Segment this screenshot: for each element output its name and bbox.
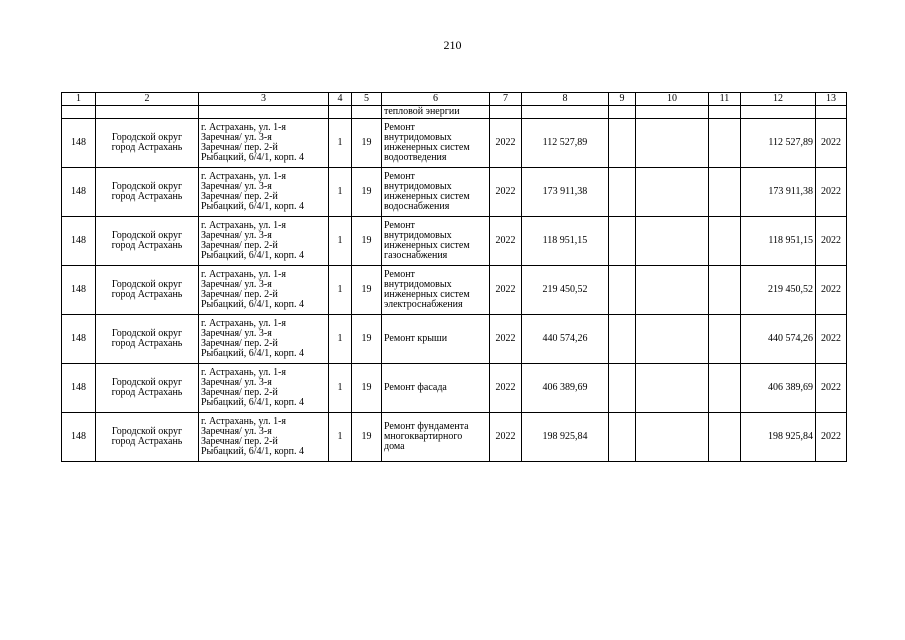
table-row bbox=[62, 315, 847, 364]
municipality-cell: Городской округ город Астрахань bbox=[96, 168, 199, 217]
address-cell: г. Астрахань, ул. 1-я Заречная/ ул. 3-я Заречная/ пер. 2-й Рыбацкий, 6/4/1, корп. 4 bbox=[199, 364, 329, 413]
col12-cell: 219 450,52 bbox=[741, 266, 816, 315]
page-number: 210 bbox=[443, 38, 462, 52]
col11-cell bbox=[709, 413, 741, 462]
col5-cell: 19 bbox=[352, 119, 382, 168]
cost-cell: 406 389,69 bbox=[522, 364, 609, 413]
address-cell: г. Астрахань, ул. 1-я Заречная/ ул. 3-я Заречная/ пер. 2-й Рыбацкий, 6/4/1, корп. 4 bbox=[199, 413, 329, 462]
cell bbox=[709, 106, 741, 119]
cell bbox=[636, 106, 709, 119]
col5-cell: 19 bbox=[352, 364, 382, 413]
col4-cell: 1 bbox=[329, 413, 352, 462]
cell bbox=[62, 106, 96, 119]
col9-cell bbox=[609, 315, 636, 364]
col4-cell: 1 bbox=[329, 315, 352, 364]
continuation-row bbox=[62, 106, 847, 119]
col9-cell bbox=[609, 168, 636, 217]
col5-cell: 19 bbox=[352, 315, 382, 364]
col11-cell bbox=[709, 364, 741, 413]
col11-cell bbox=[709, 266, 741, 315]
row-number-cell: 148 bbox=[62, 364, 96, 413]
year-cell: 2022 bbox=[490, 364, 522, 413]
col4-cell: 1 bbox=[329, 266, 352, 315]
col13-cell: 2022 bbox=[816, 315, 847, 364]
col11-cell bbox=[709, 217, 741, 266]
col10-cell bbox=[636, 168, 709, 217]
cost-cell: 440 574,26 bbox=[522, 315, 609, 364]
address-cell: г. Астрахань, ул. 1-я Заречная/ ул. 3-я Заречная/ пер. 2-й Рыбацкий, 6/4/1, корп. 4 bbox=[199, 217, 329, 266]
work-type-cell: Ремонт крыши bbox=[382, 315, 490, 364]
cell bbox=[522, 106, 609, 119]
cell bbox=[96, 106, 199, 119]
year-cell: 2022 bbox=[490, 119, 522, 168]
row-number-cell: 148 bbox=[62, 315, 96, 364]
header-cell: 1 bbox=[62, 93, 96, 106]
address-cell: г. Астрахань, ул. 1-я Заречная/ ул. 3-я Заречная/ пер. 2-й Рыбацкий, 6/4/1, корп. 4 bbox=[199, 168, 329, 217]
header-cell: 8 bbox=[522, 93, 609, 106]
col11-cell bbox=[709, 168, 741, 217]
col5-cell: 19 bbox=[352, 168, 382, 217]
table-row bbox=[62, 168, 847, 217]
col12-cell: 198 925,84 bbox=[741, 413, 816, 462]
header-cell: 13 bbox=[816, 93, 847, 106]
col11-cell bbox=[709, 119, 741, 168]
header-cell: 9 bbox=[609, 93, 636, 106]
year-cell: 2022 bbox=[490, 168, 522, 217]
cell bbox=[352, 106, 382, 119]
row-number-cell: 148 bbox=[62, 413, 96, 462]
col5-cell: 19 bbox=[352, 217, 382, 266]
col10-cell bbox=[636, 413, 709, 462]
col9-cell bbox=[609, 364, 636, 413]
work-type-cell: Ремонт внутридомовых инженерных систем водоснабжения bbox=[382, 168, 490, 217]
col13-cell: 2022 bbox=[816, 413, 847, 462]
cell bbox=[199, 106, 329, 119]
municipality-cell: Городской округ город Астрахань bbox=[96, 364, 199, 413]
col13-cell: 2022 bbox=[816, 168, 847, 217]
cell bbox=[816, 106, 847, 119]
table-row bbox=[62, 217, 847, 266]
municipality-cell: Городской округ город Астрахань bbox=[96, 315, 199, 364]
row-number-cell: 148 bbox=[62, 217, 96, 266]
header-cell: 3 bbox=[199, 93, 329, 106]
work-type-cell: Ремонт внутридомовых инженерных систем водоотведения bbox=[382, 119, 490, 168]
municipality-cell: Городской округ город Астрахань bbox=[96, 413, 199, 462]
col12-cell: 406 389,69 bbox=[741, 364, 816, 413]
col5-cell: 19 bbox=[352, 413, 382, 462]
col4-cell: 1 bbox=[329, 168, 352, 217]
year-cell: 2022 bbox=[490, 315, 522, 364]
col13-cell: 2022 bbox=[816, 119, 847, 168]
col12-cell: 112 527,89 bbox=[741, 119, 816, 168]
cell bbox=[741, 106, 816, 119]
municipality-cell: Городской округ город Астрахань bbox=[96, 119, 199, 168]
row-number-cell: 148 bbox=[62, 119, 96, 168]
work-type-cell: Ремонт внутридомовых инженерных систем газоснабжения bbox=[382, 217, 490, 266]
col13-cell: 2022 bbox=[816, 364, 847, 413]
col9-cell bbox=[609, 413, 636, 462]
col4-cell: 1 bbox=[329, 119, 352, 168]
address-cell: г. Астрахань, ул. 1-я Заречная/ ул. 3-я Заречная/ пер. 2-й Рыбацкий, 6/4/1, корп. 4 bbox=[199, 266, 329, 315]
header-cell: 5 bbox=[352, 93, 382, 106]
col10-cell bbox=[636, 217, 709, 266]
cell bbox=[329, 106, 352, 119]
cost-cell: 118 951,15 bbox=[522, 217, 609, 266]
col10-cell bbox=[636, 315, 709, 364]
cell bbox=[490, 106, 522, 119]
col4-cell: 1 bbox=[329, 364, 352, 413]
cost-cell: 173 911,38 bbox=[522, 168, 609, 217]
table-row bbox=[62, 266, 847, 315]
row-number-cell: 148 bbox=[62, 266, 96, 315]
cost-cell: 112 527,89 bbox=[522, 119, 609, 168]
header-cell: 6 bbox=[382, 93, 490, 106]
work-type-cell: Ремонт фасада bbox=[382, 364, 490, 413]
header-row bbox=[62, 93, 847, 106]
col12-cell: 440 574,26 bbox=[741, 315, 816, 364]
row-number-cell: 148 bbox=[62, 168, 96, 217]
col4-cell: 1 bbox=[329, 217, 352, 266]
table-row bbox=[62, 119, 847, 168]
table-body bbox=[62, 93, 847, 462]
col9-cell bbox=[609, 119, 636, 168]
header-cell: 2 bbox=[96, 93, 199, 106]
cost-cell: 219 450,52 bbox=[522, 266, 609, 315]
header-cell: 10 bbox=[636, 93, 709, 106]
cell bbox=[609, 106, 636, 119]
cost-cell: 198 925,84 bbox=[522, 413, 609, 462]
header-cell: 7 bbox=[490, 93, 522, 106]
col9-cell bbox=[609, 266, 636, 315]
col9-cell bbox=[609, 217, 636, 266]
table-row bbox=[62, 413, 847, 462]
year-cell: 2022 bbox=[490, 217, 522, 266]
col5-cell: 19 bbox=[352, 266, 382, 315]
col12-cell: 118 951,15 bbox=[741, 217, 816, 266]
header-cell: 11 bbox=[709, 93, 741, 106]
col13-cell: 2022 bbox=[816, 217, 847, 266]
work-continuation-cell: тепловой энергии bbox=[382, 106, 490, 119]
col13-cell: 2022 bbox=[816, 266, 847, 315]
address-cell: г. Астрахань, ул. 1-я Заречная/ ул. 3-я Заречная/ пер. 2-й Рыбацкий, 6/4/1, корп. 4 bbox=[199, 119, 329, 168]
col11-cell bbox=[709, 315, 741, 364]
work-type-cell: Ремонт фундамента многоквартирного дома bbox=[382, 413, 490, 462]
header-cell: 4 bbox=[329, 93, 352, 106]
col12-cell: 173 911,38 bbox=[741, 168, 816, 217]
municipality-cell: Городской округ город Астрахань bbox=[96, 217, 199, 266]
year-cell: 2022 bbox=[490, 413, 522, 462]
municipality-cell: Городской округ город Астрахань bbox=[96, 266, 199, 315]
header-cell: 12 bbox=[741, 93, 816, 106]
work-type-cell: Ремонт внутридомовых инженерных систем электроснабжения bbox=[382, 266, 490, 315]
capital-repair-table bbox=[61, 92, 847, 462]
year-cell: 2022 bbox=[490, 266, 522, 315]
col10-cell bbox=[636, 364, 709, 413]
col10-cell bbox=[636, 119, 709, 168]
col10-cell bbox=[636, 266, 709, 315]
table-row bbox=[62, 364, 847, 413]
address-cell: г. Астрахань, ул. 1-я Заречная/ ул. 3-я Заречная/ пер. 2-й Рыбацкий, 6/4/1, корп. 4 bbox=[199, 315, 329, 364]
